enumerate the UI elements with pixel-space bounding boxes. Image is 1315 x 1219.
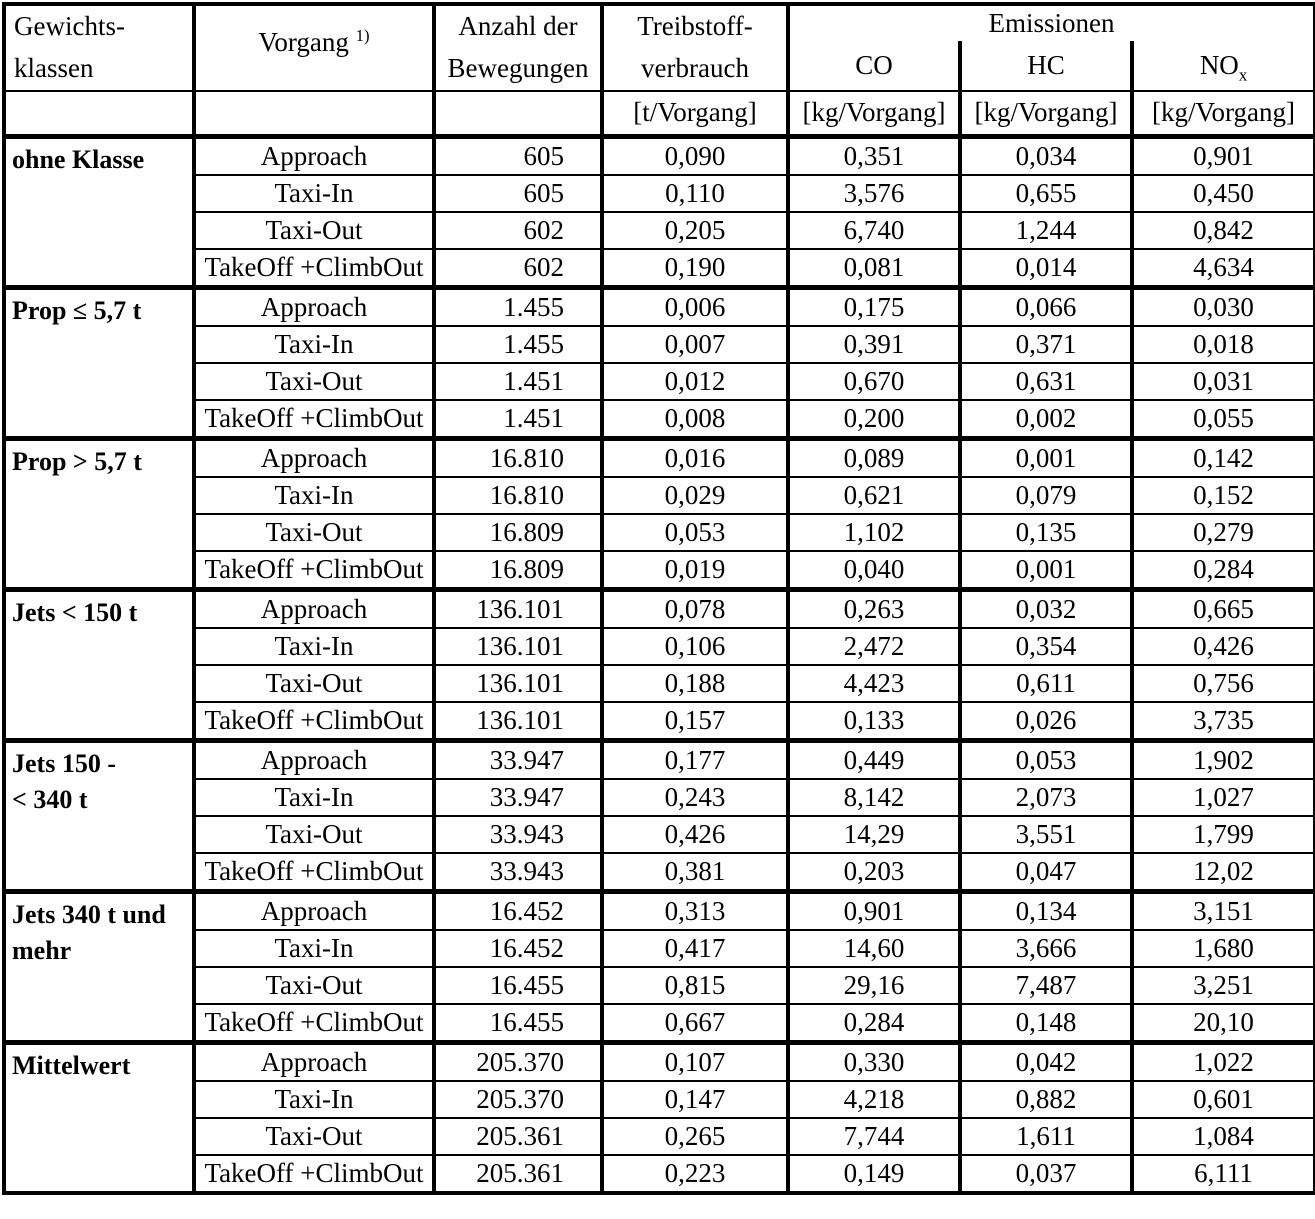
nox-cell: 0,018 — [1132, 326, 1315, 363]
table-row — [4, 1081, 1315, 1118]
co-cell: 0,149 — [788, 1155, 960, 1193]
table-header — [4, 4, 1315, 136]
vorgang-cell: Taxi-In — [194, 930, 434, 967]
hc-cell: 2,073 — [960, 779, 1132, 816]
vorgang-cell: Approach — [194, 287, 434, 326]
units-empty-cell — [4, 91, 194, 137]
treibstoff-cell: 0,190 — [602, 249, 788, 288]
bewegungen-cell: 16.455 — [434, 967, 602, 1004]
header-gewichtsklassen-line2: klassen — [14, 52, 94, 83]
bewegungen-cell: 16.452 — [434, 891, 602, 930]
vorgang-cell: Taxi-Out — [194, 212, 434, 249]
footnote-marker: 1) — [355, 26, 370, 46]
bewegungen-cell: 205.370 — [434, 1081, 602, 1118]
header-hc: HC — [960, 41, 1132, 91]
treibstoff-cell: 0,078 — [602, 589, 788, 628]
bewegungen-cell: 136.101 — [434, 665, 602, 702]
vorgang-cell: Taxi-In — [194, 779, 434, 816]
table-body — [4, 136, 1315, 1193]
nox-cell: 1,022 — [1132, 1042, 1315, 1081]
table-row — [4, 628, 1315, 665]
nox-cell: 0,031 — [1132, 363, 1315, 400]
co-cell: 7,744 — [788, 1118, 960, 1155]
co-cell: 6,740 — [788, 212, 960, 249]
units-empty-cell — [434, 91, 602, 137]
table-row — [4, 551, 1315, 590]
bewegungen-cell: 16.810 — [434, 438, 602, 477]
hc-cell: 3,666 — [960, 930, 1132, 967]
bewegungen-cell: 1.455 — [434, 287, 602, 326]
hc-cell: 0,047 — [960, 853, 1132, 892]
nox-cell: 0,601 — [1132, 1081, 1315, 1118]
table-row — [4, 665, 1315, 702]
co-cell: 0,449 — [788, 740, 960, 779]
header-row-main — [4, 4, 1315, 41]
group-label — [4, 589, 194, 740]
header-treibstoff-line2: verbrauch — [641, 52, 749, 83]
nox-cell: 3,735 — [1132, 702, 1315, 741]
vorgang-cell: TakeOff +ClimbOut — [194, 400, 434, 439]
emissions-table — [2, 2, 1315, 1195]
vorgang-cell: TakeOff +ClimbOut — [194, 551, 434, 590]
vorgang-cell: Taxi-Out — [194, 816, 434, 853]
header-gewichtsklassen — [4, 4, 194, 91]
header-row-units — [4, 91, 1315, 137]
nox-cell: 1,084 — [1132, 1118, 1315, 1155]
table-row — [4, 702, 1315, 741]
treibstoff-cell: 0,029 — [602, 477, 788, 514]
bewegungen-cell: 16.452 — [434, 930, 602, 967]
nox-cell: 0,450 — [1132, 175, 1315, 212]
table-row — [4, 779, 1315, 816]
header-vorgang-label: Vorgang — [258, 27, 349, 58]
co-cell: 4,423 — [788, 665, 960, 702]
treibstoff-cell: 0,205 — [602, 212, 788, 249]
group-label — [4, 136, 194, 287]
group-label-line: Prop ≤ 5,7 t — [12, 295, 142, 325]
co-cell: 14,60 — [788, 930, 960, 967]
nox-cell: 6,111 — [1132, 1155, 1315, 1193]
nox-cell: 3,151 — [1132, 891, 1315, 930]
header-gewichtsklassen-line1: Gewichts- — [14, 11, 125, 41]
co-cell: 0,089 — [788, 438, 960, 477]
hc-cell: 0,354 — [960, 628, 1132, 665]
bewegungen-cell: 1.451 — [434, 400, 602, 439]
hc-cell: 0,371 — [960, 326, 1132, 363]
hc-cell: 0,134 — [960, 891, 1132, 930]
treibstoff-cell: 0,815 — [602, 967, 788, 1004]
table-row — [4, 967, 1315, 1004]
hc-cell: 1,244 — [960, 212, 1132, 249]
bewegungen-cell: 33.947 — [434, 740, 602, 779]
bewegungen-cell: 33.943 — [434, 853, 602, 892]
treibstoff-cell: 0,053 — [602, 514, 788, 551]
co-cell: 1,102 — [788, 514, 960, 551]
hc-cell: 0,001 — [960, 551, 1132, 590]
units-co: [kg/Vorgang] — [788, 91, 960, 137]
vorgang-cell: Approach — [194, 1042, 434, 1081]
treibstoff-cell: 0,426 — [602, 816, 788, 853]
bewegungen-cell: 33.943 — [434, 816, 602, 853]
hc-cell: 0,032 — [960, 589, 1132, 628]
vorgang-cell: TakeOff +ClimbOut — [194, 853, 434, 892]
bewegungen-cell: 16.809 — [434, 514, 602, 551]
hc-cell: 0,655 — [960, 175, 1132, 212]
group-label — [4, 287, 194, 438]
group-label — [4, 438, 194, 589]
vorgang-cell: Taxi-Out — [194, 1118, 434, 1155]
group-label — [4, 1042, 194, 1193]
group-label-line: < 340 t — [12, 785, 88, 815]
treibstoff-cell: 0,223 — [602, 1155, 788, 1193]
co-cell: 0,175 — [788, 287, 960, 326]
hc-cell: 1,611 — [960, 1118, 1132, 1155]
hc-cell: 0,001 — [960, 438, 1132, 477]
header-nox — [1132, 41, 1315, 91]
treibstoff-cell: 0,019 — [602, 551, 788, 590]
vorgang-cell: Approach — [194, 740, 434, 779]
table-row — [4, 477, 1315, 514]
table-row — [4, 400, 1315, 439]
nox-cell: 1,799 — [1132, 816, 1315, 853]
hc-cell: 0,611 — [960, 665, 1132, 702]
vorgang-cell: Approach — [194, 891, 434, 930]
nox-cell: 0,284 — [1132, 551, 1315, 590]
co-cell: 0,263 — [788, 589, 960, 628]
hc-cell: 0,037 — [960, 1155, 1132, 1193]
table-row — [4, 1042, 1315, 1081]
nox-cell: 0,142 — [1132, 438, 1315, 477]
vorgang-cell: TakeOff +ClimbOut — [194, 1155, 434, 1193]
treibstoff-cell: 0,157 — [602, 702, 788, 741]
group-label-line: ohne Klasse — [12, 144, 145, 174]
treibstoff-cell: 0,106 — [602, 628, 788, 665]
bewegungen-cell: 136.101 — [434, 702, 602, 741]
hc-cell: 0,631 — [960, 363, 1132, 400]
co-cell: 4,218 — [788, 1081, 960, 1118]
table-row — [4, 287, 1315, 326]
treibstoff-cell: 0,243 — [602, 779, 788, 816]
table-row — [4, 438, 1315, 477]
header-nox-base: NO — [1199, 49, 1239, 80]
table-row — [4, 249, 1315, 288]
treibstoff-cell: 0,147 — [602, 1081, 788, 1118]
nox-cell: 1,027 — [1132, 779, 1315, 816]
co-cell: 0,081 — [788, 249, 960, 288]
hc-cell: 0,066 — [960, 287, 1132, 326]
nox-cell: 3,251 — [1132, 967, 1315, 1004]
co-cell: 0,621 — [788, 477, 960, 514]
vorgang-cell: Taxi-In — [194, 175, 434, 212]
hc-cell: 0,882 — [960, 1081, 1132, 1118]
hc-cell: 0,079 — [960, 477, 1132, 514]
hc-cell: 0,042 — [960, 1042, 1132, 1081]
hc-cell: 0,148 — [960, 1004, 1132, 1043]
treibstoff-cell: 0,007 — [602, 326, 788, 363]
bewegungen-cell: 602 — [434, 249, 602, 288]
table-row — [4, 136, 1315, 175]
group-label — [4, 891, 194, 1042]
co-cell: 0,133 — [788, 702, 960, 741]
header-emissionen: Emissionen — [788, 4, 1315, 41]
table-row — [4, 212, 1315, 249]
table-row — [4, 1155, 1315, 1193]
vorgang-cell: Taxi-In — [194, 628, 434, 665]
nox-cell: 0,279 — [1132, 514, 1315, 551]
bewegungen-cell: 605 — [434, 136, 602, 175]
treibstoff-cell: 0,667 — [602, 1004, 788, 1043]
table-row — [4, 891, 1315, 930]
nox-cell: 1,902 — [1132, 740, 1315, 779]
vorgang-cell: TakeOff +ClimbOut — [194, 702, 434, 741]
co-cell: 0,200 — [788, 400, 960, 439]
treibstoff-cell: 0,016 — [602, 438, 788, 477]
hc-cell: 0,053 — [960, 740, 1132, 779]
bewegungen-cell: 205.370 — [434, 1042, 602, 1081]
bewegungen-cell: 16.810 — [434, 477, 602, 514]
vorgang-cell: Taxi-In — [194, 1081, 434, 1118]
nox-cell: 0,055 — [1132, 400, 1315, 439]
nox-cell: 1,680 — [1132, 930, 1315, 967]
co-cell: 0,670 — [788, 363, 960, 400]
nox-cell: 4,634 — [1132, 249, 1315, 288]
header-nox-sub: x — [1238, 65, 1248, 85]
vorgang-cell: Approach — [194, 589, 434, 628]
co-cell: 8,142 — [788, 779, 960, 816]
hc-cell: 3,551 — [960, 816, 1132, 853]
group-label-line: Prop > 5,7 t — [12, 446, 142, 476]
table-row — [4, 1118, 1315, 1155]
hc-cell: 0,026 — [960, 702, 1132, 741]
group-label-line: Jets 150 - — [12, 748, 116, 778]
group-label-line: Jets < 150 t — [12, 597, 138, 627]
treibstoff-cell: 0,188 — [602, 665, 788, 702]
table-row — [4, 853, 1315, 892]
bewegungen-cell: 605 — [434, 175, 602, 212]
nox-cell: 12,02 — [1132, 853, 1315, 892]
vorgang-cell: Approach — [194, 136, 434, 175]
header-treibstoff-line1: Treibstoff- — [637, 11, 753, 41]
co-cell: 0,351 — [788, 136, 960, 175]
vorgang-cell: TakeOff +ClimbOut — [194, 249, 434, 288]
treibstoff-cell: 0,417 — [602, 930, 788, 967]
co-cell: 29,16 — [788, 967, 960, 1004]
bewegungen-cell: 1.451 — [434, 363, 602, 400]
header-treibstoffverbrauch — [602, 4, 788, 91]
hc-cell: 7,487 — [960, 967, 1132, 1004]
table-row — [4, 816, 1315, 853]
treibstoff-cell: 0,012 — [602, 363, 788, 400]
co-cell: 0,391 — [788, 326, 960, 363]
table-row — [4, 1004, 1315, 1043]
treibstoff-cell: 0,006 — [602, 287, 788, 326]
treibstoff-cell: 0,090 — [602, 136, 788, 175]
co-cell: 14,29 — [788, 816, 960, 853]
nox-cell: 0,901 — [1132, 136, 1315, 175]
co-cell: 0,330 — [788, 1042, 960, 1081]
nox-cell: 0,030 — [1132, 287, 1315, 326]
nox-cell: 0,842 — [1132, 212, 1315, 249]
hc-cell: 0,034 — [960, 136, 1132, 175]
bewegungen-cell: 1.455 — [434, 326, 602, 363]
table-row — [4, 589, 1315, 628]
vorgang-cell: Approach — [194, 438, 434, 477]
bewegungen-cell: 205.361 — [434, 1118, 602, 1155]
bewegungen-cell: 16.455 — [434, 1004, 602, 1043]
treibstoff-cell: 0,110 — [602, 175, 788, 212]
vorgang-cell: TakeOff +ClimbOut — [194, 1004, 434, 1043]
group-label-line: Jets 340 t und — [12, 899, 166, 929]
table-row — [4, 175, 1315, 212]
bewegungen-cell: 602 — [434, 212, 602, 249]
vorgang-cell: Taxi-Out — [194, 514, 434, 551]
units-nox: [kg/Vorgang] — [1132, 91, 1315, 137]
group-label — [4, 740, 194, 891]
units-hc: [kg/Vorgang] — [960, 91, 1132, 137]
vorgang-cell: Taxi-In — [194, 477, 434, 514]
units-treibstoff: [t/Vorgang] — [602, 91, 788, 137]
treibstoff-cell: 0,381 — [602, 853, 788, 892]
group-label-line: mehr — [12, 936, 72, 966]
co-cell: 0,284 — [788, 1004, 960, 1043]
bewegungen-cell: 16.809 — [434, 551, 602, 590]
vorgang-cell: Taxi-Out — [194, 363, 434, 400]
hc-cell: 0,135 — [960, 514, 1132, 551]
bewegungen-cell: 136.101 — [434, 589, 602, 628]
header-anzahl-line1: Anzahl der — [458, 11, 578, 41]
hc-cell: 0,014 — [960, 249, 1132, 288]
nox-cell: 0,665 — [1132, 589, 1315, 628]
vorgang-cell: Taxi-Out — [194, 665, 434, 702]
vorgang-cell: Taxi-Out — [194, 967, 434, 1004]
header-co: CO — [788, 41, 960, 91]
co-cell: 2,472 — [788, 628, 960, 665]
nox-cell: 0,152 — [1132, 477, 1315, 514]
treibstoff-cell: 0,008 — [602, 400, 788, 439]
units-empty-cell — [194, 91, 434, 137]
co-cell: 0,901 — [788, 891, 960, 930]
table-row — [4, 363, 1315, 400]
table-row — [4, 740, 1315, 779]
nox-cell: 0,426 — [1132, 628, 1315, 665]
bewegungen-cell: 205.361 — [434, 1155, 602, 1193]
hc-cell: 0,002 — [960, 400, 1132, 439]
co-cell: 3,576 — [788, 175, 960, 212]
bewegungen-cell: 136.101 — [434, 628, 602, 665]
header-vorgang — [194, 4, 434, 91]
co-cell: 0,203 — [788, 853, 960, 892]
nox-cell: 0,756 — [1132, 665, 1315, 702]
table-row — [4, 326, 1315, 363]
treibstoff-cell: 0,265 — [602, 1118, 788, 1155]
bewegungen-cell: 33.947 — [434, 779, 602, 816]
table-row — [4, 930, 1315, 967]
treibstoff-cell: 0,313 — [602, 891, 788, 930]
header-anzahl-line2: Bewegungen — [447, 52, 589, 83]
table-row — [4, 514, 1315, 551]
header-anzahl-bewegungen — [434, 4, 602, 91]
co-cell: 0,040 — [788, 551, 960, 590]
vorgang-cell: Taxi-In — [194, 326, 434, 363]
treibstoff-cell: 0,177 — [602, 740, 788, 779]
treibstoff-cell: 0,107 — [602, 1042, 788, 1081]
group-label-line: Mittelwert — [12, 1050, 131, 1080]
nox-cell: 20,10 — [1132, 1004, 1315, 1043]
